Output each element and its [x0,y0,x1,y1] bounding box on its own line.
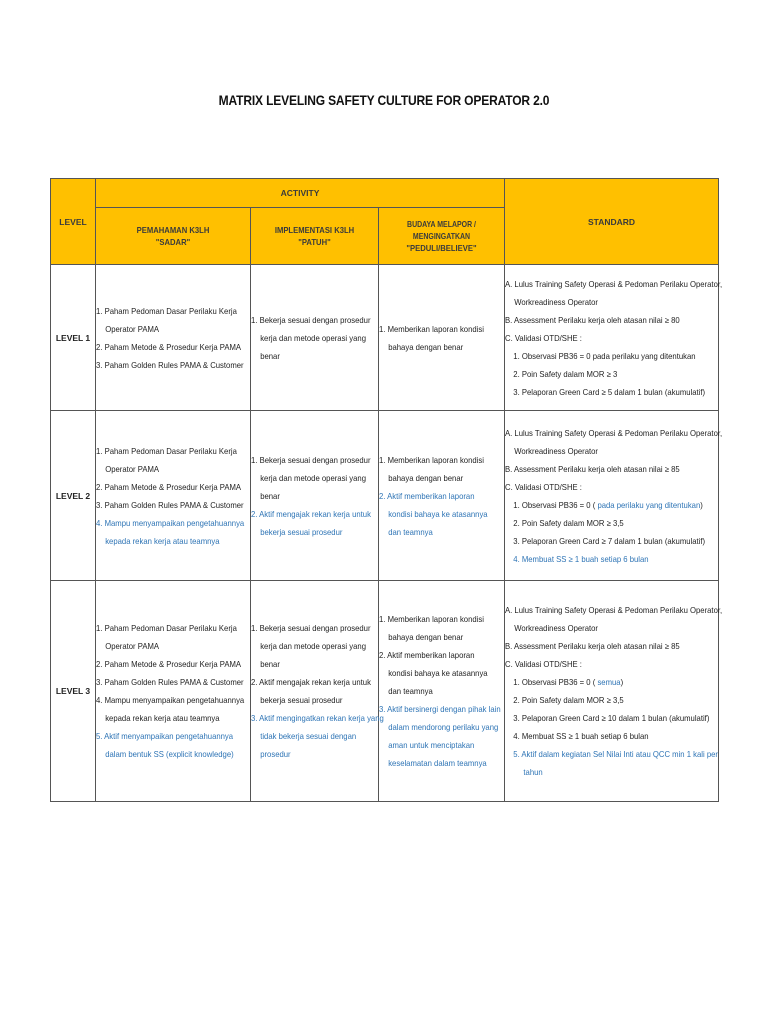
cell-line: 2. Poin Safety dalam MOR ≥ 3 [513,368,618,379]
cell-line: B. Assessment Perilaku kerja oleh atasan nilai ≥ 80 [505,314,680,325]
cell-line: 2. Paham Metode & Prosedur Kerja PAMA [96,659,242,669]
level-1-standard [505,265,723,411]
cell-line-highlight: kondisi bahaya ke atasannya [388,508,488,519]
cell-line: 3. Paham Golden Rules PAMA & Customer [96,499,244,510]
cell-line-highlight: 4. Membuat SS ≥ 1 buah setiap 6 bulan [513,553,649,564]
implementasi-header-line2: "PATUH" [298,237,331,247]
budaya-header-line2: "PEDULI/BELIEVE" [406,243,477,253]
cell-line: bahaya dengan benar [388,341,464,352]
cell-line: 1. Observasi PB36 = 0 pada perilaku yang ditentukan [513,350,696,361]
cell-line-highlight: prosedur [260,749,291,759]
cell-line-highlight: tahun [523,767,543,777]
cell-line: benar [260,490,280,501]
cell-line: kondisi bahaya ke atasannya [388,668,488,678]
budaya-header [379,208,505,265]
cell-line [505,673,701,691]
cell-line: 1. Memberikan laporan kondisi [379,614,484,624]
cell-line: 1. Memberikan laporan kondisi [379,323,484,334]
cell-line-highlight: dalam bentuk SS (explicit knowledge) [105,749,234,759]
level-2-label: LEVEL 2 [51,411,96,581]
cell-line-highlight: 2. Aktif memberikan laporan [379,490,475,501]
level-1-label: LEVEL 1 [51,265,96,411]
cell-line: 2. Paham Metode & Prosedur Kerja PAMA [96,341,242,352]
level-1-budaya [379,265,505,411]
implementasi-header [251,208,379,265]
cell-line: 3. Paham Golden Rules PAMA & Customer [96,677,244,687]
budaya-header-line1: BUDAYA MELAPOR / MENGINGATKAN [407,219,476,241]
cell-line: 1. Bekerja sesuai dengan prosedur [251,454,371,465]
cell-line: C. Validasi OTD/SHE : [505,659,582,669]
cell-line: 3. Pelaporan Green Card ≥ 7 dalam 1 bulan (akumulatif) [513,535,706,546]
cell-line: 2. Aktif mengajak rekan kerja untuk [251,677,371,687]
cell-line-highlight: dan teamnya [388,526,433,537]
cell-line: 3. Pelaporan Green Card ≥ 10 dalam 1 bulan (akumulatif) [513,713,710,723]
cell-line: benar [260,350,280,361]
cell-line: bekerja sesuai prosedur [260,695,343,705]
level-2-row [51,411,719,581]
level-2-standard [505,411,723,581]
cell-line: kepada rekan kerja atau teamnya [105,713,220,723]
observasi-text: 1. Observasi PB36 = 0 ( [513,677,596,687]
pemahaman-header [96,208,251,265]
pemahaman-header-line2: "SADAR" [155,237,191,247]
cell-line: A. Lulus Training Safety Operasi & Pedoman Perilaku Operator, [505,278,723,289]
activity-header: ACTIVITY [96,179,505,208]
cell-line-highlight: 3. Aktif bersinergi dengan pihak lain [379,704,501,714]
cell-line: 3. Pelaporan Green Card ≥ 5 dalam 1 bulan (akumulatif) [513,386,706,397]
cell-line: bahaya dengan benar [388,632,464,642]
cell-line: 1. Paham Pedoman Dasar Perilaku Kerja [96,305,237,316]
standard-header: STANDARD [505,179,719,265]
cell-line-highlight: keselamatan dalam teamnya [388,758,487,768]
cell-line: 1. Paham Pedoman Dasar Perilaku Kerja [96,623,237,633]
cell-line-highlight: kepada rekan kerja atau teamnya [105,535,220,546]
cell-line: benar [260,659,280,669]
implementasi-header-line1: IMPLEMENTASI K3LH [274,225,355,235]
pemahaman-header-line1: PEMAHAMAN K3LH [136,225,210,235]
cell-line: 1. Bekerja sesuai dengan prosedur [251,314,371,325]
cell-line: 1. Paham Pedoman Dasar Perilaku Kerja [96,445,237,456]
level-2-pemahaman [96,411,251,581]
level-header: LEVEL [51,179,96,265]
cell-line: kerja dan metode operasi yang [260,332,366,343]
cell-line: Operator PAMA [105,641,160,651]
level-2-implementasi [251,411,379,581]
safety-culture-matrix [50,178,723,802]
cell-line: Workreadiness Operator [514,445,599,456]
document-title: MATRIX LEVELING SAFETY CULTURE FOR OPERATOR 2.0 [218,92,550,108]
cell-line: Workreadiness Operator [514,296,599,307]
level-3-budaya [379,581,505,802]
cell-line: Workreadiness Operator [514,623,599,633]
cell-line-highlight: aman untuk menciptakan [388,740,475,750]
level-1-pemahaman [96,265,251,411]
cell-line: 2. Aktif memberikan laporan [379,650,475,660]
cell-line: B. Assessment Perilaku kerja oleh atasan nilai ≥ 85 [505,463,680,474]
level-2-budaya [379,411,505,581]
cell-line: bahaya dengan benar [388,472,464,483]
cell-line-highlight: 4. Mampu menyampaikan pengetahuannya [96,517,245,528]
cell-line: 4. Mampu menyampaikan pengetahuannya [96,695,245,705]
cell-line: B. Assessment Perilaku kerja oleh atasan nilai ≥ 85 [505,641,680,651]
observasi-highlight: semua [595,677,621,687]
cell-line-highlight: dalam mendorong perilaku yang [388,722,499,732]
level-1-row [51,265,719,411]
cell-line-highlight: 5. Aktif menyampaikan pengetahuannya [96,731,234,741]
level-3-standard [505,581,723,802]
cell-line-highlight: 2. Aktif mengajak rekan kerja untuk [251,508,371,519]
cell-line-highlight: 5. Aktif dalam kegiatan Sel Nilai Inti atau QCC min 1 kali per [513,749,719,759]
cell-line: 4. Membuat SS ≥ 1 buah setiap 6 bulan [513,731,649,741]
cell-line: 2. Poin Safety dalam MOR ≥ 3,5 [513,695,624,705]
cell-line: Operator PAMA [105,323,160,334]
level-1-implementasi [251,265,379,411]
cell-line: 2. Poin Safety dalam MOR ≥ 3,5 [513,517,624,528]
cell-line: 2. Paham Metode & Prosedur Kerja PAMA [96,481,242,492]
cell-line-highlight: tidak bekerja sesuai dengan [260,731,357,741]
cell-line: dan teamnya [388,686,433,696]
cell-line: C. Validasi OTD/SHE : [505,332,582,343]
level-3-implementasi [251,581,384,802]
cell-line: kerja dan metode operasi yang [260,472,366,483]
cell-line: kerja dan metode operasi yang [260,641,366,651]
level-3-pemahaman [96,581,251,802]
cell-line [505,496,701,514]
observasi-end: ) [700,499,703,510]
level-3-label: LEVEL 3 [51,581,96,802]
cell-line: A. Lulus Training Safety Operasi & Pedoman Perilaku Operator, [505,427,723,438]
cell-line: 3. Paham Golden Rules PAMA & Customer [96,359,244,370]
observasi-end: ) [620,677,624,687]
cell-line: 1. Memberikan laporan kondisi [379,454,484,465]
cell-line-highlight: 3. Aktif mengingatkan rekan kerja yang [251,713,384,723]
cell-line: Operator PAMA [105,463,160,474]
cell-line-highlight: bekerja sesuai prosedur [260,526,343,537]
cell-line: A. Lulus Training Safety Operasi & Pedoman Perilaku Operator, [505,605,723,615]
cell-line: C. Validasi OTD/SHE : [505,481,582,492]
level-3-row [51,581,719,802]
cell-line: 1. Bekerja sesuai dengan prosedur [251,623,371,633]
observasi-highlight: pada perilaku yang ditentukan [595,499,701,510]
observasi-text: 1. Observasi PB36 = 0 ( [513,499,596,510]
